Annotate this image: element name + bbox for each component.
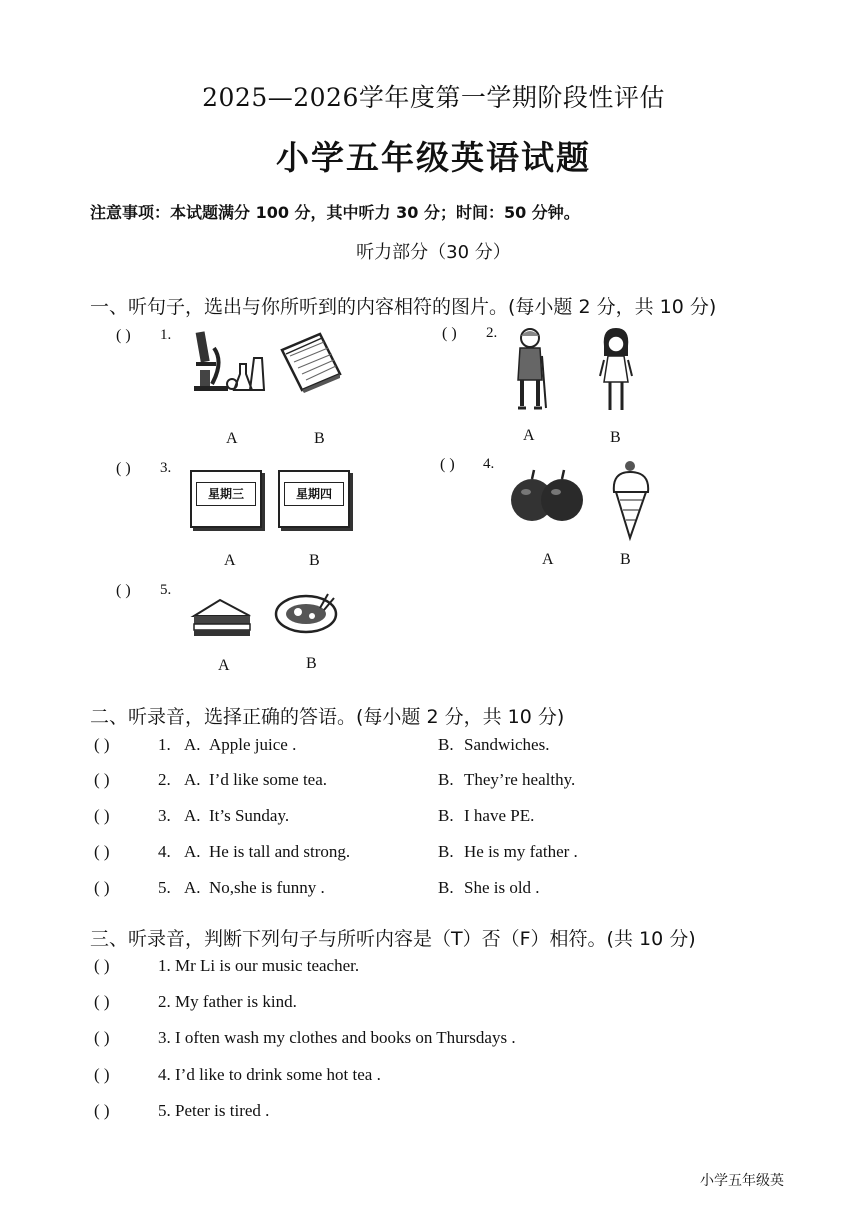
option-b-text: They’re healthy. [464, 770, 576, 789]
item-number: 3. [158, 806, 171, 825]
option-b-label: B [620, 551, 631, 568]
option-a-text: No,she is funny . [209, 878, 325, 897]
item-number: 2. [486, 325, 498, 341]
option-b-label: B [306, 655, 317, 672]
answer-bracket[interactable]: ( ) [94, 1065, 110, 1084]
option-b-text: Sandwiches. [464, 735, 550, 754]
answer-bracket[interactable]: ( ) [94, 735, 110, 754]
answer-bracket[interactable]: ( ) [116, 460, 131, 477]
option-a-label: A. [184, 770, 201, 789]
item-number: 4. [158, 842, 171, 861]
option-a-text: It’s Sunday. [209, 806, 290, 825]
item-number: 2. [158, 770, 171, 789]
option-b-label: B. [438, 735, 454, 754]
answer-bracket[interactable]: ( ) [94, 842, 110, 861]
footer-label: 小学五年级英 [700, 1173, 784, 1189]
item-number: 1. [158, 735, 171, 754]
option-b-label: B. [438, 842, 454, 861]
statement-text: 2. My father is kind. [158, 992, 297, 1011]
calendar-label: 星期四 [284, 482, 344, 506]
option-a-label: A. [184, 735, 201, 754]
calendar-wednesday-icon [190, 470, 262, 528]
option-a-label: A [218, 657, 230, 674]
item-number: 5. [158, 878, 171, 897]
notebook-icon [276, 330, 344, 394]
option-a-text: He is tall and strong. [209, 842, 351, 861]
option-b-text: I have PE. [464, 806, 535, 825]
option-b-label: B [309, 552, 320, 569]
apples-icon [508, 466, 588, 526]
item-number: 5. [160, 582, 172, 598]
notice: 注意事项：本试题满分 100 分，其中听力 30 分；时间：50 分钟。 [90, 203, 580, 222]
item-number: 4. [483, 456, 495, 472]
microscope-lab-icon [188, 328, 268, 394]
term-title: 2025—2026学年度第一学期阶段性评估 [202, 83, 665, 112]
sandwich-icon [190, 596, 254, 640]
salad-plate-icon [272, 590, 342, 636]
statement-text: 4. I’d like to drink some hot tea . [158, 1065, 381, 1084]
old-man-icon [512, 326, 548, 414]
ice-cream-icon [608, 458, 656, 542]
calendar-label: 星期三 [196, 482, 256, 506]
answer-bracket[interactable]: ( ) [94, 956, 110, 975]
answer-bracket[interactable]: ( ) [442, 325, 457, 342]
statement-text: 5. Peter is tired . [158, 1101, 270, 1120]
option-a-text: I’d like some tea. [209, 770, 328, 789]
option-b-text: She is old . [464, 878, 540, 897]
item-number: 3. [160, 460, 172, 476]
option-a-label: A [523, 427, 535, 444]
option-a-label: A [224, 552, 236, 569]
answer-bracket[interactable]: ( ) [94, 878, 110, 897]
section1-heading: 一、听句子，选出与你所听到的内容相符的图片。(每小题 2 分，共 10 分) [90, 296, 717, 318]
option-a-label: A [542, 551, 554, 568]
young-woman-icon [596, 326, 636, 416]
listening-part-heading: 听力部分（30 分） [356, 242, 511, 263]
option-a-label: A. [184, 878, 201, 897]
answer-bracket[interactable]: ( ) [116, 582, 131, 599]
answer-bracket[interactable]: ( ) [94, 1101, 110, 1120]
option-b-text: He is my father . [464, 842, 578, 861]
option-b-label: B [314, 430, 325, 447]
answer-bracket[interactable]: ( ) [94, 770, 110, 789]
option-b-label: B [610, 429, 621, 446]
option-a-label: A. [184, 842, 201, 861]
option-b-label: B. [438, 770, 454, 789]
answer-bracket[interactable]: ( ) [94, 806, 110, 825]
answer-bracket[interactable]: ( ) [116, 327, 131, 344]
option-a-text: Apple juice . [209, 735, 297, 754]
calendar-thursday-icon [278, 470, 350, 528]
answer-bracket[interactable]: ( ) [94, 1028, 110, 1047]
statement-text: 3. I often wash my clothes and books on Thursdays . [158, 1028, 516, 1047]
option-b-label: B. [438, 806, 454, 825]
section2-heading: 二、听录音，选择正确的答语。(每小题 2 分，共 10 分) [90, 706, 565, 728]
option-b-label: B. [438, 878, 454, 897]
option-a-label: A [226, 430, 238, 447]
statement-text: 1. Mr Li is our music teacher. [158, 956, 360, 975]
item-number: 1. [160, 327, 172, 343]
answer-bracket[interactable]: ( ) [94, 992, 110, 1011]
exam-title: 小学五年级英语试题 [276, 138, 591, 177]
section3-heading: 三、听录音，判断下列句子与所听内容是（T）否（F）相符。(共 10 分) [90, 928, 696, 950]
answer-bracket[interactable]: ( ) [440, 456, 455, 473]
option-a-label: A. [184, 806, 201, 825]
